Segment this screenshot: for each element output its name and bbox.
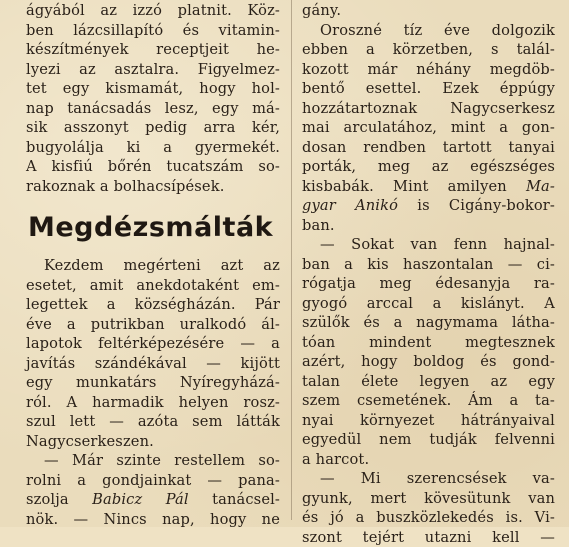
- text-line: szul lett — azóta sem látták: [26, 412, 280, 432]
- left-column: [26, 1, 280, 529]
- text-line: esetet, amit anekdotaként em-: [26, 276, 280, 296]
- text-line: tóan mindent megtesznek: [302, 333, 555, 353]
- text-line: nyai környezet hátrányaival: [302, 411, 555, 431]
- person-name: Babicz Pál: [92, 491, 189, 508]
- text-line: sik asszonyt pedig arra kér,: [26, 118, 280, 138]
- text-line: Kezdem megérteni azt az: [26, 256, 280, 276]
- text-line: javítás szándékával — kijött: [26, 354, 280, 374]
- text-line: [302, 196, 555, 216]
- text-line: hozzátartoznak Nagycserkesz: [302, 99, 555, 119]
- text-line: — Már szinte restellem so-: [26, 451, 280, 471]
- text-fragment: tanácsel-: [189, 491, 280, 508]
- text-line: egyedül nem tudják felvenni: [302, 430, 555, 450]
- text-line: gány.: [302, 1, 555, 21]
- text-line: nök. — Nincs nap, hogy ne: [26, 510, 280, 530]
- section-headline: Megdézsmálták: [26, 200, 280, 256]
- text-line: lyezi az asztalra. Figyelmez-: [26, 60, 280, 80]
- text-line: bentő esettel. Ezek éppúgy: [302, 79, 555, 99]
- text-line: ebben a körzetben, s talál-: [302, 40, 555, 60]
- text-line: kozott már néhány megdöb-: [302, 60, 555, 80]
- text-line: [302, 177, 555, 197]
- text-line: [26, 490, 280, 510]
- text-line: egy munkatárs Nyíregyházá-: [26, 373, 280, 393]
- text-line: a harcot.: [302, 450, 555, 470]
- text-line: rógatja meg édesanyja ra-: [302, 274, 555, 294]
- text-line: és jó a buszközlekedés is. Vi-: [302, 508, 555, 528]
- text-fragment: szolja: [26, 491, 92, 508]
- text-line: tet egy kismamát, hogy hol-: [26, 79, 280, 99]
- text-line: Nagycserkeszen.: [26, 432, 280, 452]
- person-name: gyar Anikó: [302, 197, 398, 214]
- text-line: szülők és a nagymama látha-: [302, 313, 555, 333]
- text-line: készítmények receptjeit he-: [26, 40, 280, 60]
- text-line: mai arculatához, mint a gon-: [302, 118, 555, 138]
- text-line: — Mi szerencsések va-: [302, 469, 555, 489]
- text-line: rolni a gondjainkat — pana-: [26, 471, 280, 491]
- text-line: talan élete legyen az egy: [302, 372, 555, 392]
- person-name: Ma-: [526, 178, 555, 195]
- text-line: gyunk, mert kövesütunk van: [302, 489, 555, 509]
- text-line: gyogó arccal a kislányt. A: [302, 294, 555, 314]
- text-line: éve a putrikban uralkodó ál-: [26, 315, 280, 335]
- text-line: lapotok feltérképezésére — a: [26, 334, 280, 354]
- column-divider: [291, 0, 292, 520]
- text-line: ban a kis haszontalan — ci-: [302, 255, 555, 275]
- text-line: nap tanácsadás lesz, egy má-: [26, 99, 280, 119]
- text-line: — Sokat van fenn hajnal-: [302, 235, 555, 255]
- text-line: dosan rendben tartott tanyai: [302, 138, 555, 158]
- text-line: ról. A harmadik helyen rosz-: [26, 393, 280, 413]
- text-line: Oroszné tíz éve dolgozik: [302, 21, 555, 41]
- text-line: rakoznak a bolhacsípések.: [26, 177, 280, 197]
- text-line: ban.: [302, 216, 555, 236]
- text-line: szont tejért utazni kell —: [302, 528, 555, 547]
- text-line: szem csemetének. Ám a ta-: [302, 391, 555, 411]
- text-line: bugyolálja ki a gyermekét.: [26, 138, 280, 158]
- text-fragment: is Cigány-bokor-: [398, 197, 555, 214]
- text-line: ágyából az izzó platnit. Köz-: [26, 1, 280, 21]
- text-fragment: kisbabák. Mint amilyen: [302, 178, 526, 195]
- text-line: azért, hogy boldog és gond-: [302, 352, 555, 372]
- text-line: A kisfiú bőrén tucatszám so-: [26, 157, 280, 177]
- right-column: [302, 1, 555, 547]
- text-line: ben lázcsillapító és vitamin-: [26, 21, 280, 41]
- text-line: legettek a községházán. Pár: [26, 295, 280, 315]
- text-line: porták, meg az egészséges: [302, 157, 555, 177]
